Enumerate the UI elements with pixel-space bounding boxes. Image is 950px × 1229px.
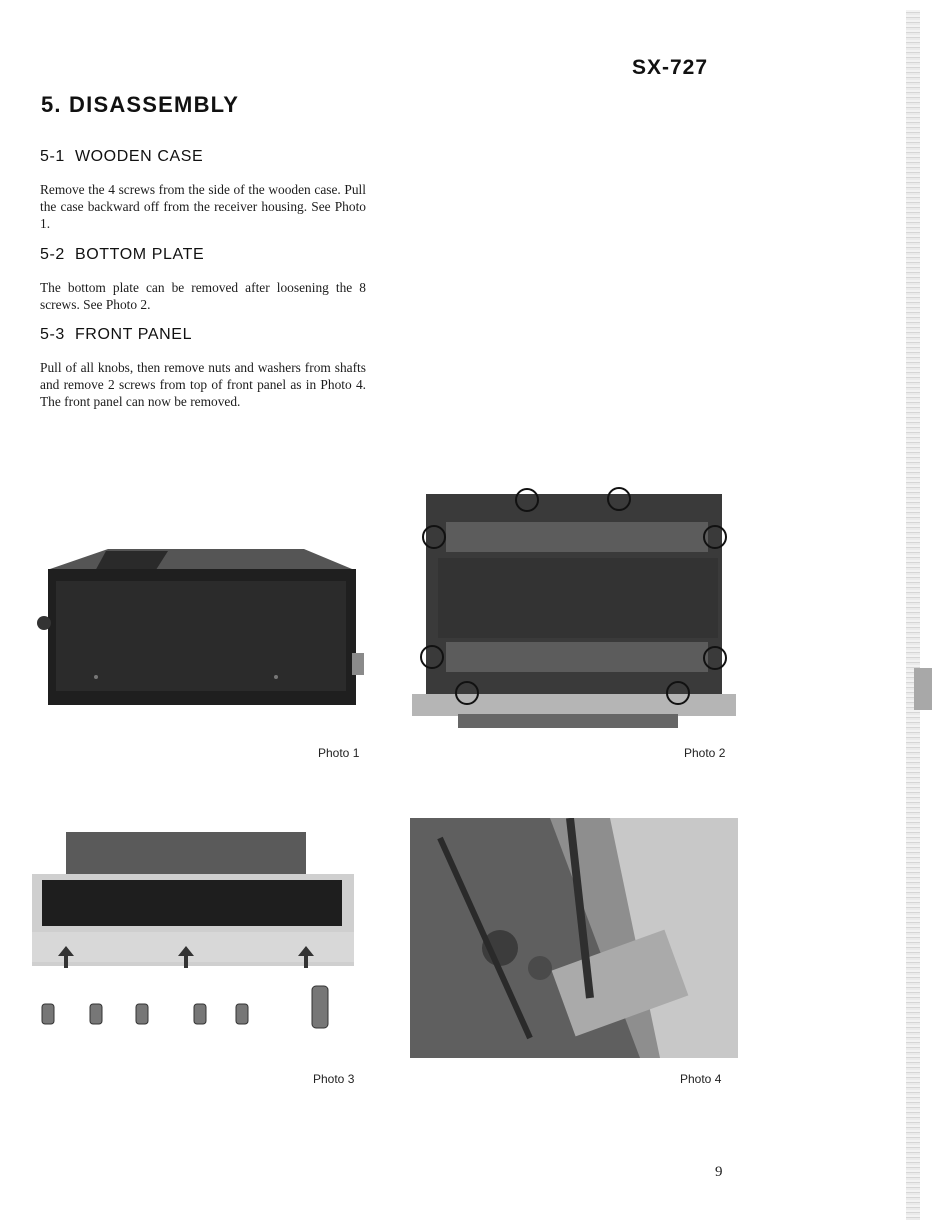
subsection-number: 5-3 xyxy=(40,326,65,343)
photo-3-caption: Photo 3 xyxy=(313,1072,355,1086)
paragraph-bottom-plate: The bottom plate can be removed after loosening the 8 screws. See Photo 2. xyxy=(40,280,366,312)
page-number: 9 xyxy=(715,1164,723,1180)
subsection-heading-bottom-plate xyxy=(40,246,204,264)
subsection-title: WOODEN CASE xyxy=(74,148,204,165)
photo-2-caption: Photo 2 xyxy=(684,746,726,760)
model-number: SX-727 xyxy=(632,56,709,79)
subsection-heading-front-panel xyxy=(40,326,192,344)
subsection-number: 5-2 xyxy=(40,246,65,263)
scan-edge-mark xyxy=(914,668,932,710)
photo-3-image xyxy=(30,828,360,1036)
scan-edge-strip xyxy=(906,10,920,1220)
photo-1-caption: Photo 1 xyxy=(318,746,360,760)
paragraph-front-panel: Pull of all knobs, then remove nuts and washers from shafts and remove 2 screws from top of front panel as in Photo 4. The front panel can now be removed. xyxy=(40,360,366,409)
photo-4-caption: Photo 4 xyxy=(680,1072,722,1086)
subsection-heading-wooden-case xyxy=(40,148,203,166)
photo-2-image xyxy=(408,482,738,732)
photo-4-image xyxy=(410,818,738,1058)
subsection-title: BOTTOM PLATE xyxy=(74,246,205,263)
paragraph-wooden-case: Remove the 4 screws from the side of the wooden case. Pull the case backward off from the receiver housing. See Photo 1. xyxy=(40,182,366,231)
photo-1-image xyxy=(36,545,366,710)
subsection-number: 5-1 xyxy=(40,148,65,165)
subsection-title: FRONT PANEL xyxy=(74,326,193,343)
section-title: 5. DISASSEMBLY xyxy=(41,92,240,117)
